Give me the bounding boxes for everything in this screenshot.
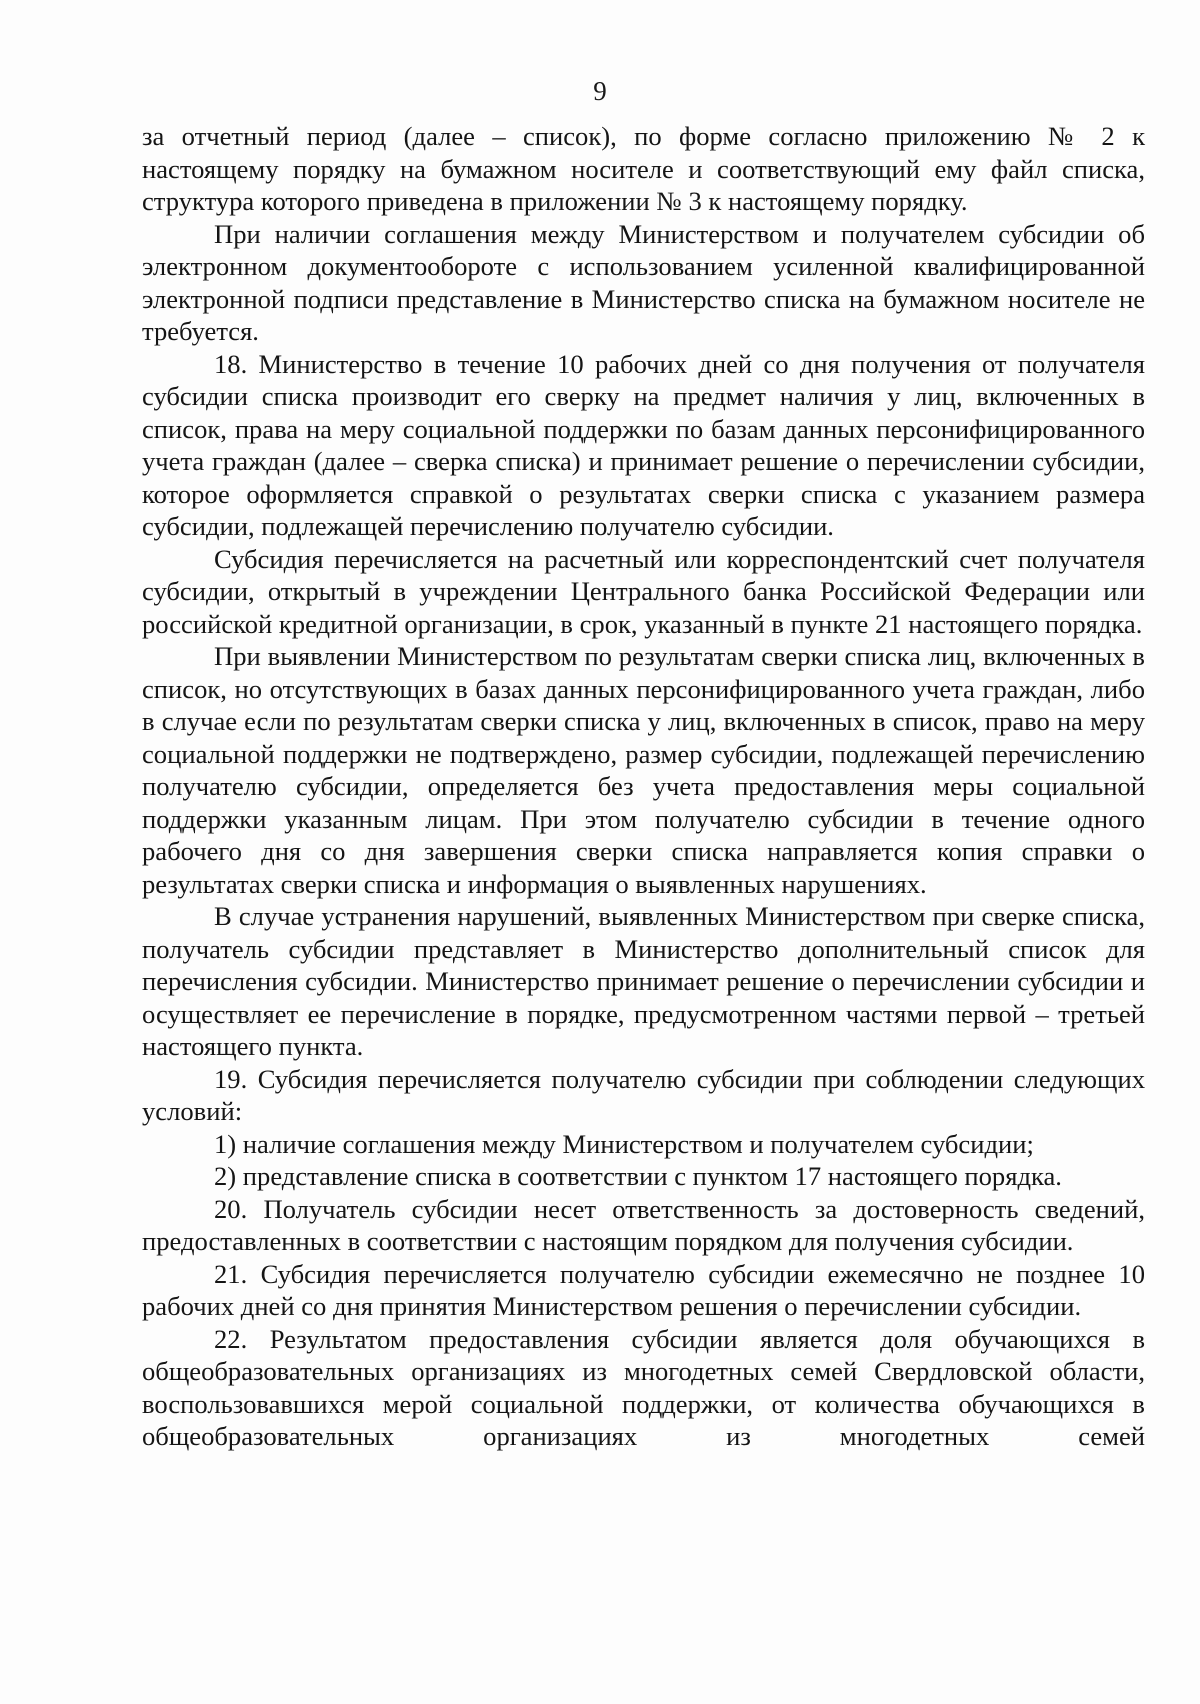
- paragraph-condition-1: 1) наличие соглашения между Министерством и получателем субсидии;: [214, 1128, 1034, 1159]
- paragraph-clause-18: 18. Министерство в течение 10 рабочих дней со дня получения от получателя субсидии списка производит его сверку на предмет наличия у лиц, включенных в список, права на меру социальной поддержки по базам данных персонифицированного учета граждан (далее – сверка списка) и принимает решение о перечислении субсидии, которое оформляется справкой о результатах сверки списка с указанием размера субсидии, подлежащей перечислению получателю субсидии.: [142, 348, 1145, 541]
- paragraph-electronic-document-flow: При наличии соглашения между Министерством и получателем субсидии об электронном документообороте с использованием усиленной квалифицированной электронной подписи представление в Министерство списка на бумажном носителе не требуется.: [142, 218, 1145, 346]
- paragraph-continuation: за отчетный период (далее – список), по форме согласно приложению № 2 к настоящему порядку на бумажном носителе и соответствующий ему файл списка, структура которого приведена в приложении № 3 к настоящему порядку.: [142, 121, 1145, 216]
- paragraph-violations-correction: В случае устранения нарушений, выявленных Министерством при сверке списка, получатель субсидии представляет в Министерство дополнительный список для перечисления субсидии. Министерство принимает решение о перечислении субсидии и осуществляет ее перечисление в порядке, предусмотренном частями первой – третьей настоящего пункта.: [142, 901, 1145, 1061]
- paragraph-clause-19: 19. Субсидия перечисляется получателю субсидии при соблюдении следующих условий:: [142, 1063, 1145, 1126]
- page-number: 9: [593, 76, 607, 106]
- paragraph-condition-2: 2) представление списка в соответствии с пунктом 17 настоящего порядка.: [214, 1161, 1062, 1191]
- paragraph-verification-discrepancies: При выявлении Министерством по результатам сверки списка лиц, включенных в список, но отсутствующих в базах данных персонифицированного учета граждан, либо в случае если по результатам сверки списка у лиц, включенных в список, право на меру социальной поддержки не подтверждено, размер субсидии, подлежащей перечислению получателю субсидии, определяется без учета предоставления меры социальной поддержки указанным лицам. При этом получателю субсидии в течение одного рабочего дня со дня завершения сверки списка направляется копия справки о результатах сверки списка и информация о выявленных нарушениях.: [142, 641, 1145, 899]
- document-body: [142, 120, 1145, 1453]
- paragraph-clause-21: 21. Субсидия перечисляется получателю субсидии ежемесячно не позднее 10 рабочих дней со дня принятия Министерством решения о перечислении субсидии.: [142, 1258, 1145, 1321]
- paragraph-subsidy-transfer-account: Субсидия перечисляется на расчетный или корреспондентский счет получателя субсидии, открытый в учреждении Центрального банка Российской Федерации или российской кредитной организации, в срок, указанный в пункте 21 настоящего порядка.: [142, 543, 1145, 639]
- paragraph-clause-22: 22. Результатом предоставления субсидии является доля обучающихся в общеобразовательных организациях из многодетных семей Свердловской области, воспользовавшихся мерой социальной поддержки, от количества обучающихся в общеобразовательных организациях из многодетных семей: [142, 1323, 1145, 1451]
- paragraph-clause-20: 20. Получатель субсидии несет ответственность за достоверность сведений, предоставленных в соответствии с настоящим порядком для получения субсидии.: [142, 1193, 1145, 1256]
